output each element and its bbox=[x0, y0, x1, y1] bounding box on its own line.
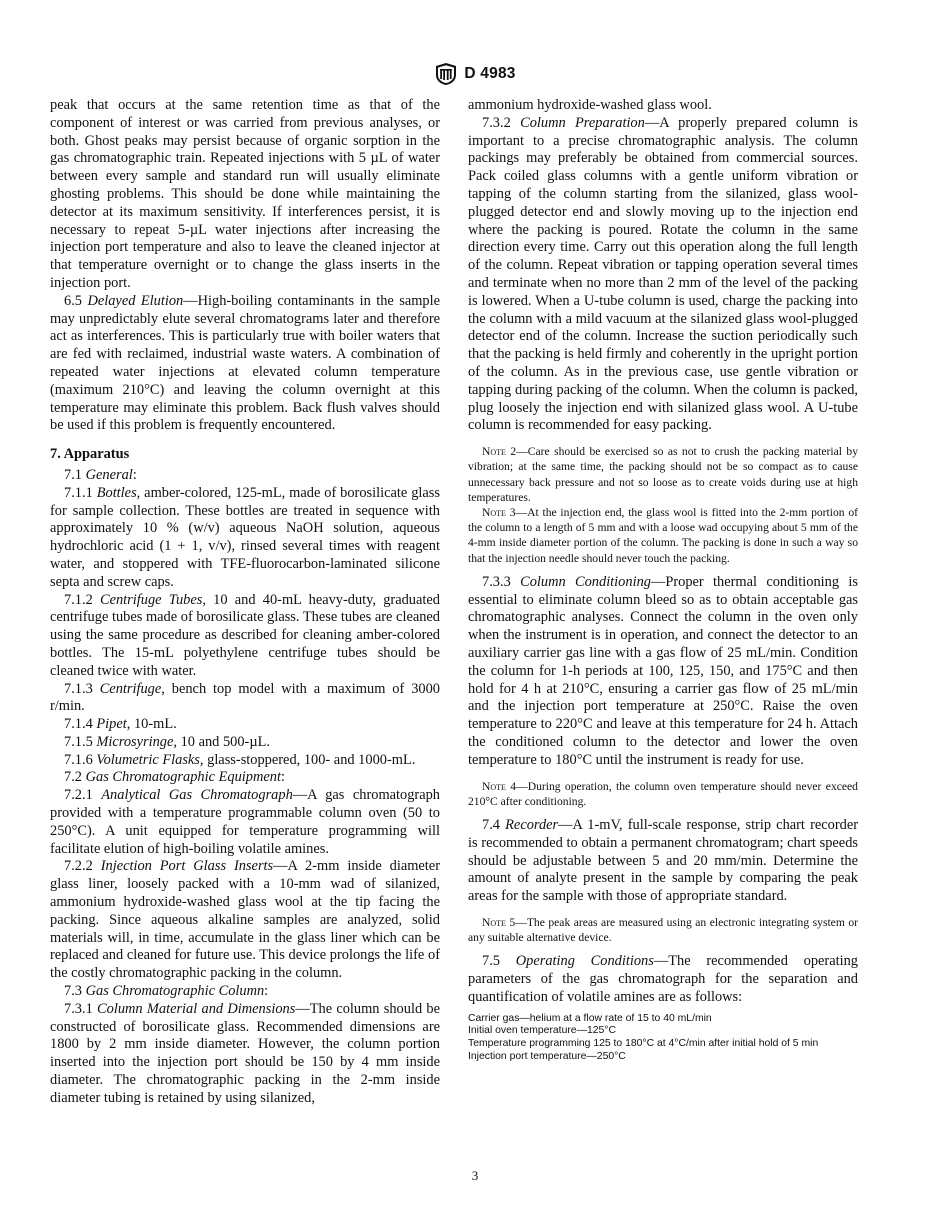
section-7-2: 7.2 Gas Chromatographic Equipment: bbox=[64, 769, 285, 786]
page-header bbox=[0, 62, 950, 86]
note-3: Note 3—At the injection end, the glass wool is fitted into the 2-mm portion of the column to a length of 5 mm and with a loose wad occupying about 5 mm of the 4-mm inside diameter portion of the column. The packing is done in such a way so that the injection needle should never touch the packing. bbox=[468, 505, 858, 565]
note-2: Note 2—Care should be exercised so as not to crush the packing material by vibration; at the same time, the packing should not be so compact as to cause unnecessary back pressure and not so loose as to create voids during use at high temperatures. bbox=[468, 445, 858, 504]
section-7-3-3: 7.3.3 Column Conditioning—Proper thermal conditioning is essential to eliminate column bleed so as to obtain acceptable gas chromatographic analyses. Connect the column in the oven only when the instrument is in operation, and connect the detector to an auxiliary carrier gas line with a gas flow of 25 mL/min. Condition the column for 1-h periods at 100, 125, 150, and 175°C and then hold for 4 h at 210°C, ensuring a carrier gas flow of 25 mL/min and the injection port temperature at 250°C. Raise the oven temperature to 220°C and leave at this temperature for 24 h. Attach the conditioned column to the detector and lower the oven temperature to 180°C until the instrument is ready for use. bbox=[468, 573, 858, 768]
list-item: Carrier gas—helium at a flow rate of 15 to 40 mL/min bbox=[468, 1012, 712, 1024]
section-7-heading: 7. Apparatus bbox=[50, 446, 130, 463]
section-7-1-2: 7.1.2 Centrifuge Tubes, 10 and 40-mL heavy-duty, graduated centrifuge tubes made of borosilicate glass. These tubes are cleaned using the same procedure as described for cleaning amber-colored bottles. The 15-mL polyethylene centrifuge tubes should be cleaned twice with water. bbox=[50, 591, 440, 679]
list-item: Temperature programming 125 to 180°C at 4°C/min after initial hold of 5 min bbox=[468, 1037, 819, 1049]
section-7-2-2: 7.2.2 Injection Port Glass Inserts—A 2-mm inside diameter glass liner, loosely packed with a 10-mm wad of silanized, ammonium hydroxide-washed glass wool at the tip facing the packing. Since aqueous alkaline samples are analyzed, solid materials will, in time, accumulate in the glass liner which can be replaced and cleaned for future use. This device prolongs the life of the costly chromatographic packing in the column. bbox=[50, 858, 440, 982]
right-column bbox=[468, 97, 858, 1063]
note-4: Note 4—During operation, the column oven temperature should never exceed 210°C after conditioning. bbox=[468, 779, 858, 808]
astm-logo-icon bbox=[434, 62, 458, 86]
section-7-3-1: 7.3.1 Column Material and Dimensions—The column should be constructed of borosilicate glass. Recommended dimensions are 1800 by 2 mm inside diameter. However, the column portion inserted into the injection port should be 150 by 4 mm inside diameter. The chromatographic packing in the 2-mm inside diameter tubing is retained by using silanized, bbox=[50, 1000, 440, 1106]
note-5: Note 5—The peak areas are measured using an electronic integrating system or any suitable alternative device. bbox=[468, 915, 858, 945]
page-number: 3 bbox=[471, 1168, 479, 1183]
section-7-1-3: 7.1.3 Centrifuge, bench top model with a maximum of 3000 r/min. bbox=[50, 680, 440, 715]
ghost-peaks-paragraph-continued: peak that occurs at the same retention time as that of the component of interest or was carried from previous analyses, or both. Ghost peaks may persist because of organic sorption in the gas chromatographic train. Repeated injections with 5 µL of water between every sample and standard run will usually eliminate ghosting problems. This should be done while maintaining the detector at its maximum sensitivity. If interferences persist, it is necessary to repeat 5-µL water injections after increasing the injection port temperature and also to leave the cleaned injector at that temperature overnight or to change the glass inserts in the injection port. bbox=[50, 97, 440, 291]
section-6-5: 6.5 Delayed Elution—High-boiling contaminants in the sample may unpredictably elute several chromatograms later and therefore act as interferences. This is particularly true with boiler waters that are fed with reclaimed, industrial waste waters. A combination of repeated water injections at elevated column temperature (maximum 210°C) and leaving the column overnight at this temperature may eliminate this problem. Back flush valves should be used if this problem is frequently encountered. bbox=[50, 292, 440, 434]
section-7-3-2: 7.3.2 Column Preparation—A properly prepared column is important to a precise chromatographic analysis. The column packings may preferably be obtained from commercial sources. Pack coiled glass columns with a gentle uniform vibration or tapping of the column starting from the silanized, glass wool-plugged detector end and slowly moving up to the injection end where the packing is poured. Rotate the column in the same direction every time. Carry out this operation along the full length of the column. Repeat vibration or tapping operation several times and terminate when no more than 2 mm of the level of the packing is lowered. When a U-tube column is used, charge the packing into the column with a mild vacuum at the silanized glass wool-plugged detector end of the column. Increase the suction periodically such that the packing is held firmly and coherently in the upright portion of the column. As in the previous case, use gentle vibration or tapping during packing of the column. When the column is packed, plug loosely the injection end with silanized glass wool. A U-tube column is recommended for easy packing. bbox=[468, 114, 858, 434]
section-7-1-1: 7.1.1 Bottles, amber-colored, 125-mL, made of borosilicate glass for sample collection. These bottles are treated in sequence with approximately 10 % (w/v) aqueous NaOH solution, aqueous hydrochloric acid (1 + 1, v/v), rinsed several times with reagent water, and stoppered with TFE-fluorocarbon-laminated silicone septa and screw caps. bbox=[50, 484, 440, 590]
glass-wool-continued: ammonium hydroxide-washed glass wool. bbox=[468, 97, 712, 113]
operating-conditions-list bbox=[468, 1013, 858, 1063]
section-7-3: 7.3 Gas Chromatographic Column: bbox=[64, 983, 269, 1000]
left-column bbox=[50, 97, 440, 1108]
section-7-1-4: 7.1.4 Pipet, 10-mL. bbox=[64, 716, 177, 733]
list-item: Initial oven temperature—125°C bbox=[468, 1025, 616, 1037]
document-number: D 4983 bbox=[464, 65, 516, 82]
section-7-5: 7.5 Operating Conditions—The recommended operating parameters of the gas chromatograph for the separation and quantification of volatile amines are as follows: bbox=[468, 953, 858, 1005]
section-7-4: 7.4 Recorder—A 1-mV, full-scale response, strip chart recorder is recommended to obtain a permanent chromatogram; chart speeds should be adjustable between 5 and 20 mm/min. Determine the amount of analyte present in the sample by comparing the peak areas for the sample with those of appropriate standard. bbox=[468, 816, 858, 905]
section-7-1-5: 7.1.5 Microsyringe, 10 and 500-µL. bbox=[64, 733, 271, 750]
section-7-2-1: 7.2.1 Analytical Gas Chromatograph—A gas chromatograph provided with a temperature programmable column oven (50 to 250°C). A unit equipped for temperature programming will facilitate elution of high-boiling volatile amines. bbox=[50, 787, 440, 857]
list-item: Injection port temperature—250°C bbox=[468, 1050, 626, 1062]
section-7-1: 7.1 General: bbox=[64, 466, 137, 483]
section-7-1-6: 7.1.6 Volumetric Flasks, glass-stoppered, 100- and 1000-mL. bbox=[64, 751, 416, 768]
